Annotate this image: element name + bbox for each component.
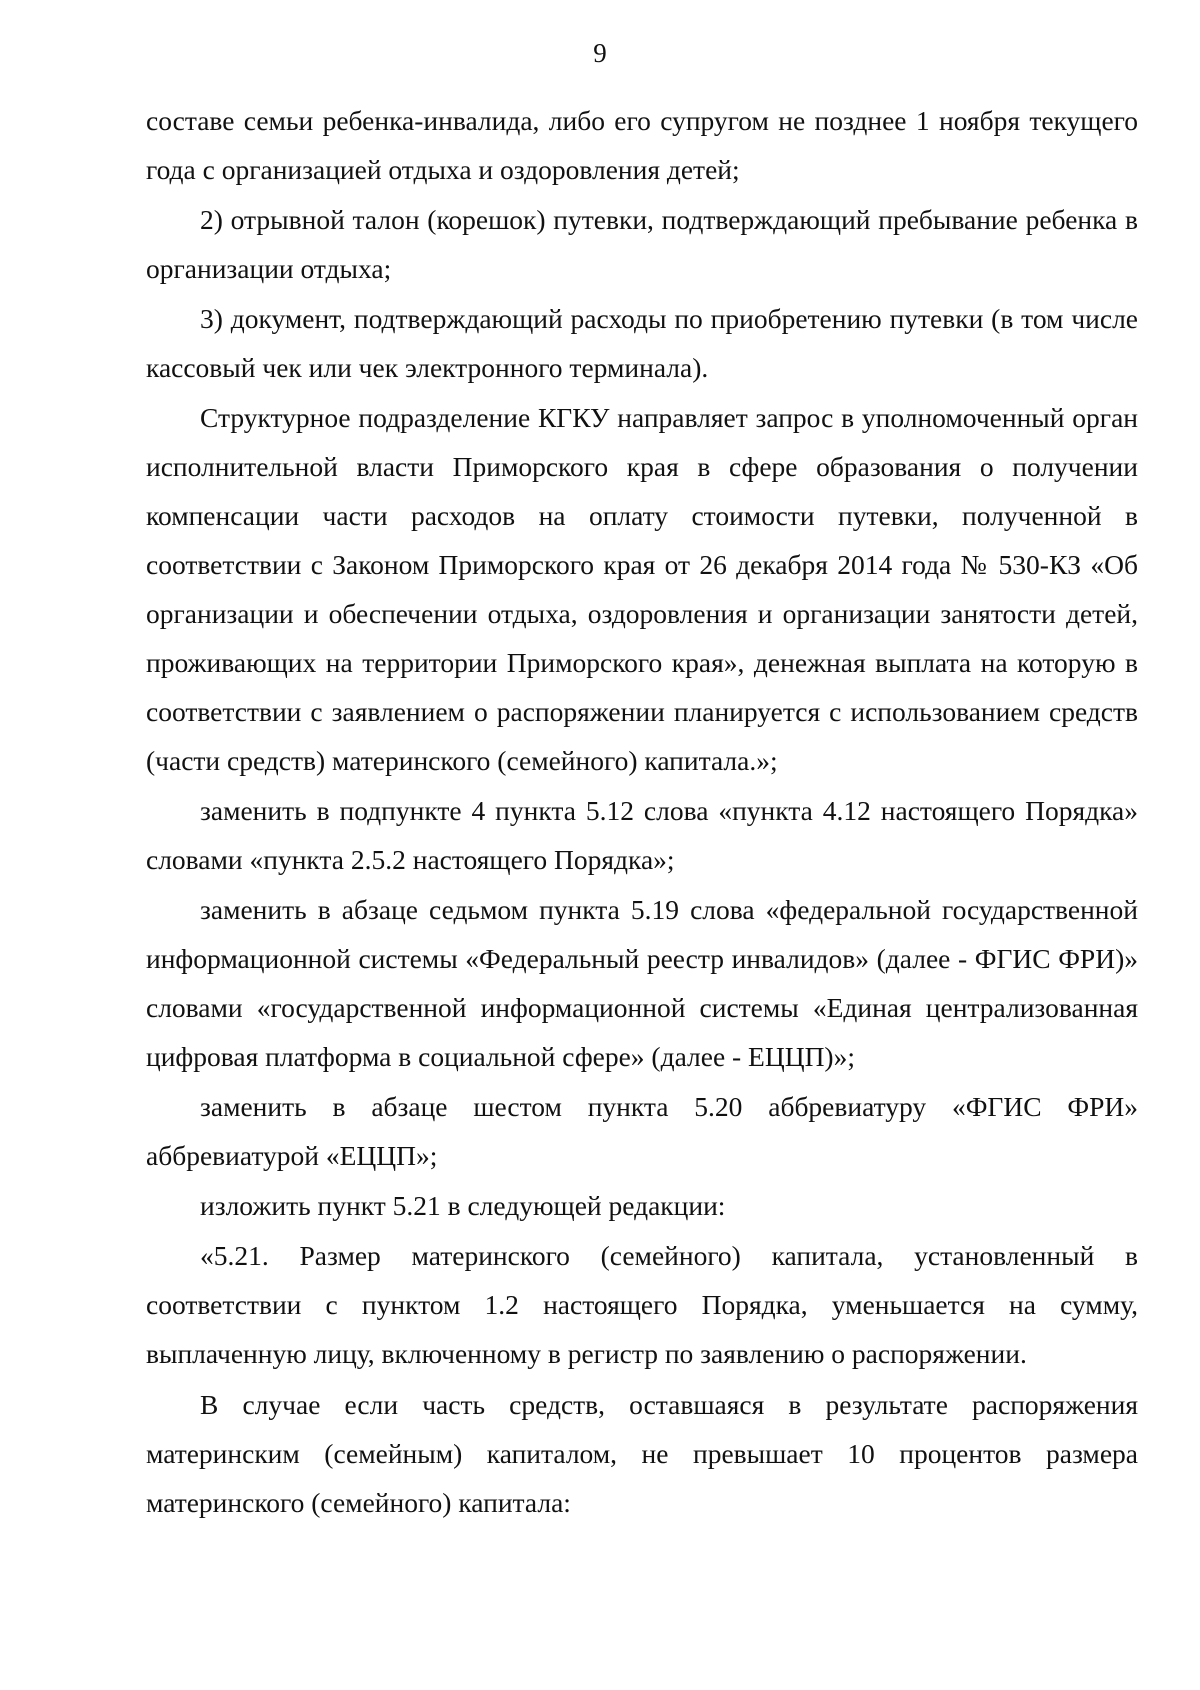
page-number: 9 xyxy=(593,38,607,68)
paragraph-list-item-3: 3) документ, подтверждающий расходы по приобретению путевки (в том числе кассовый чек или чек электронного терминала). xyxy=(146,303,1138,383)
paragraph-continuation: составе семьи ребенка-инвалида, либо его супругом не позднее 1 ноября текущего года с организацией отдыха и оздоровления детей; xyxy=(146,105,1138,185)
paragraph-list-item-2: 2) отрывной талон (корешок) путевки, подтверждающий пребывание ребенка в организации отдыха; xyxy=(146,204,1138,284)
paragraph-amend-5-12: заменить в подпункте 4 пункта 5.12 слова «пункта 4.12 настоящего Порядка» словами «пункта 2.5.2 настоящего Порядка»; xyxy=(146,795,1138,875)
paragraph-amend-5-21-intro: изложить пункт 5.21 в следующей редакции: xyxy=(200,1190,726,1221)
paragraph-amend-5-19: заменить в абзаце седьмом пункта 5.19 слова «федеральной государственной информационной системы «Федеральный реестр инвалидов» (далее - ФГИС ФРИ)» словами «государственной информационной системы «Единая централизованная цифровая платформа в социальной сфере» (далее - ЕЦЦП)»; xyxy=(146,894,1138,1072)
document-body xyxy=(146,96,1138,1527)
paragraph-amend-5-20: заменить в абзаце шестом пункта 5.20 аббревиатуру «ФГИС ФРИ» аббревиатурой «ЕЦЦП»; xyxy=(146,1091,1138,1171)
paragraph-remaining-funds: В случае если часть средств, оставшаяся в результате распоряжения материнским (семейным) капиталом, не превышает 10 процентов размера материнского (семейного) капитала: xyxy=(146,1389,1138,1518)
paragraph-5-21-text: «5.21. Размер материнского (семейного) капитала, установленный в соответствии с пунктом 1.2 настоящего Порядка, уменьшается на сумму, выплаченную лицу, включенному в регистр по заявлению о распоряжении. xyxy=(146,1240,1138,1369)
paragraph-kgku-request: Структурное подразделение КГКУ направляет запрос в уполномоченный орган исполнительной власти Приморского края в сфере образования о получении компенсации части расходов на оплату стоимости путевки, полученной в соответствии с Законом Приморского края от 26 декабря 2014 года № 530-КЗ «Об организации и обеспечении отдыха, оздоровления и организации занятости детей, проживающих на территории Приморского края», денежная выплата на которую в соответствии с заявлением о распоряжении планируется с использованием средств (части средств) материнского (семейного) капитала.»; xyxy=(146,402,1138,776)
